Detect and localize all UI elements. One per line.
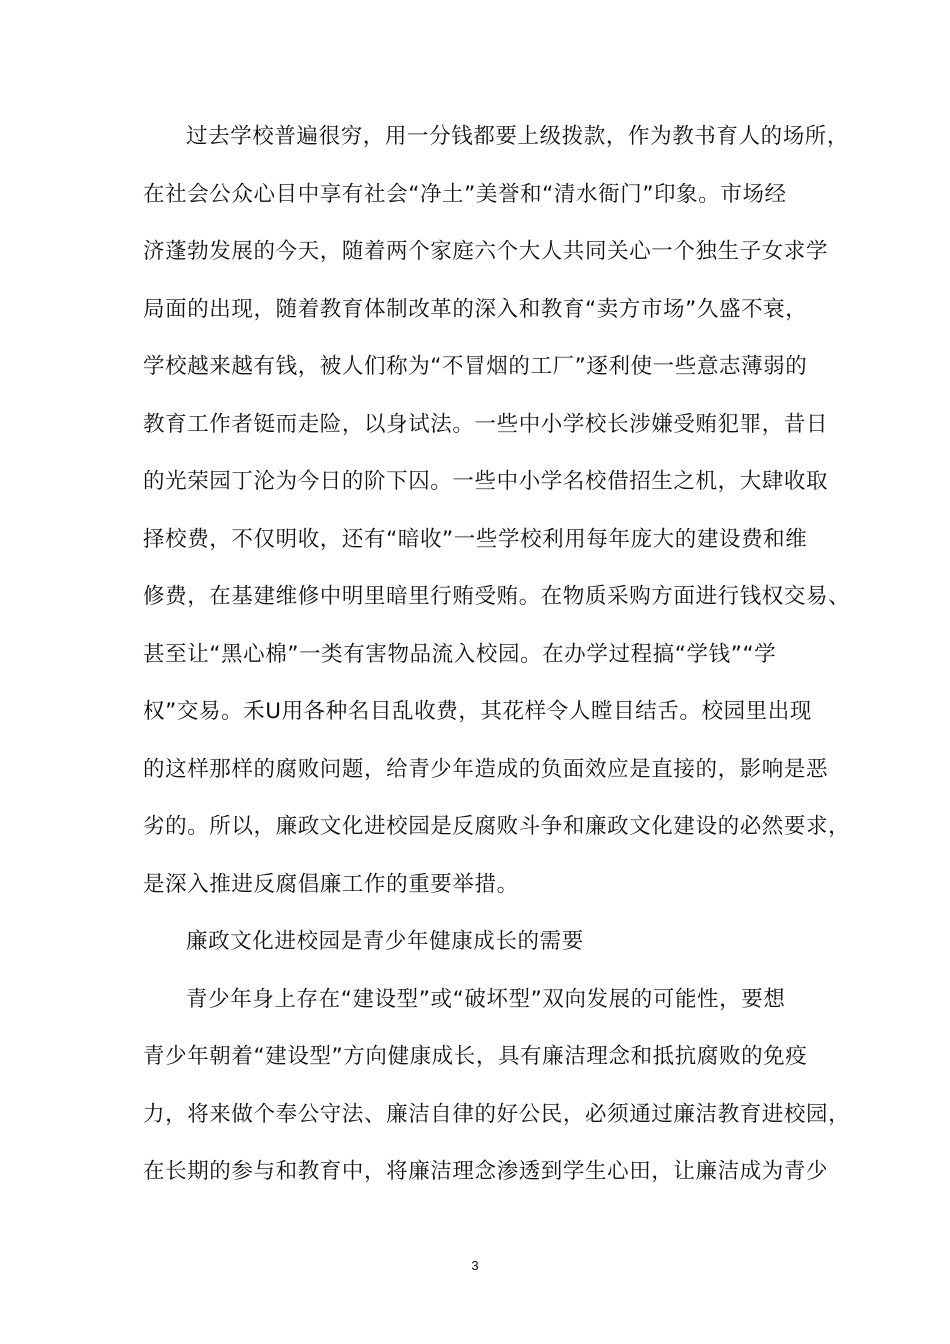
paragraph-line: 甚至让“黑心棉”一类有害物品流入校园。在办学过程搞“学钱”“学: [143, 642, 777, 667]
paragraph-line: 的光荣园丁沦为今日的阶下囚。一些中小学名校借招生之机，大肆收取: [143, 469, 829, 494]
page-number: 3: [471, 1258, 479, 1273]
paragraph-line: 教育工作者铤而走险，以身试法。一些中小学校长涉嫌受贿犯罪，昔日: [143, 412, 829, 437]
section-heading: 廉政文化进校园是青少年健康成长的需要: [186, 929, 584, 954]
paragraph-line: 劣的。所以，廉政文化进校园是反腐败斗争和廉政文化建设的必然要求，: [143, 814, 851, 839]
paragraph-line: 济蓬勃发展的今天，随着两个家庭六个大人共同关心一个独生子女求学: [143, 239, 829, 264]
paragraph-line: 在长期的参与和教育中，将廉洁理念渗透到学生心田，让廉洁成为青少: [143, 1159, 829, 1184]
paragraph-line: 的这样那样的腐败问题，给青少年造成的负面效应是直接的，影响是恶: [143, 757, 829, 782]
paragraph-line: 青少年身上存在“建设型”或“破坏型”双向发展的可能性，要想: [186, 987, 786, 1012]
paragraph-line: 局面的出现，随着教育体制改革的深入和教育“卖方市场”久盛不衰，: [143, 297, 808, 322]
paragraph-line: 权”交易。禾U用各种名目乱收费，其花样令人瞠目结舌。校园里出现: [143, 699, 812, 724]
paragraph-line: 力，将来做个奉公守法、廉洁自律的好公民，必须通过廉洁教育进校园，: [143, 1102, 851, 1127]
paragraph-line: 过去学校普遍很穷，用一分钱都要上级拨款，作为教书育人的场所，: [186, 124, 850, 149]
paragraph-line: 学校越来越有钱，被人们称为“不冒烟的工厂”逐利使一些意志薄弱的: [143, 354, 808, 379]
paragraph-line: 青少年朝着“建设型”方向健康成长，具有廉洁理念和抵抗腐败的免疫: [143, 1044, 808, 1069]
paragraph-line: 修费，在基建维修中明里暗里行贿受贿。在物质采购方面进行钱权交易、: [143, 584, 851, 609]
paragraph-line: 择校费，不仅明收，还有“暗收”一些学校利用每年庞大的建设费和维: [143, 527, 808, 552]
paragraph-line: 是深入推进反腐倡廉工作的重要举措。: [143, 872, 519, 897]
paragraph-line: 在社会公众心目中享有社会“净土”美誉和“清水衙门”印象。市场经: [143, 182, 787, 207]
